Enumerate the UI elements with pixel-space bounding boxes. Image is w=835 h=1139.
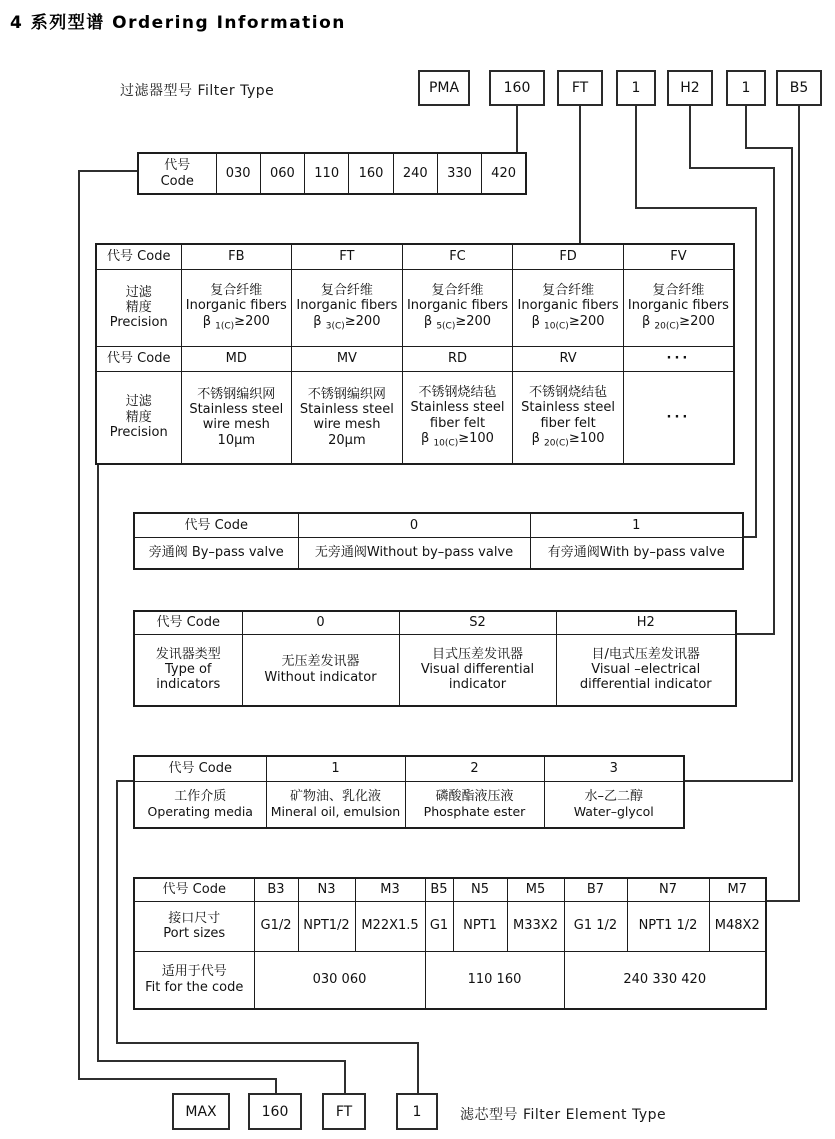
mesh-cell: ··· [623,371,734,464]
size-code: 420 [482,153,526,194]
model-code-port: B5 [789,80,809,96]
model-code-box-media [726,70,766,106]
bypass-code: 0 [298,513,530,537]
port-code: N7 [627,878,709,901]
port-code: M5 [507,878,564,901]
port-fit: 240 330 420 [564,951,766,1009]
fiber-code: FV [623,244,734,269]
connector-line [689,167,775,169]
indicator-row-label: 发讯器类型 Type of indicators [134,634,242,706]
precision-row-label: 过滤 精度 Precision [96,269,181,346]
connector-line [745,147,793,149]
indicator-code: H2 [556,611,736,634]
indicator-cell: 目/电式压差发讯器 Visual –electrical differential indicator [556,634,736,706]
element-code-box-series [172,1093,230,1130]
port-size: M33X2 [507,901,564,951]
model-code-series: PMA [428,80,460,96]
port-code-label: 代号 Code [134,878,254,901]
fiber-code: FD [513,244,624,269]
element-type-label: 滤芯型号 Filter Element Type [460,1107,667,1123]
port-code: N5 [453,878,507,901]
size-table-label: 代号 Code [138,153,216,194]
element-code-box-media [396,1093,438,1130]
connector-line [683,780,793,782]
media-table [133,755,685,829]
mesh-code: MV [292,346,403,371]
connector-line [755,207,757,538]
model-code-box-precision [557,70,603,106]
connector-line [689,106,691,169]
bypass-row-label: 旁通阀 By–pass valve [134,537,298,569]
size-code: 240 [393,153,437,194]
model-code-box-indicator [667,70,713,106]
port-code: B5 [425,878,453,901]
indicator-code: 0 [242,611,399,634]
mesh-code: ··· [623,346,734,371]
media-code: 1 [266,756,405,781]
connector-line [97,463,99,1062]
fiber-code: FT [292,244,403,269]
model-code-box-bypass [616,70,656,106]
model-code-box-series [418,70,470,106]
connector-line [765,900,800,902]
media-code-label: 代号 Code [134,756,266,781]
port-fit: 030 060 [254,951,425,1009]
port-size: NPT1 [453,901,507,951]
connector-line [745,106,747,149]
bypass-option: 有旁通阀With by–pass valve [530,537,743,569]
connector-line [735,633,775,635]
model-code-size: 160 [503,80,531,96]
port-fit-label: 适用于代号 Fit for the code [134,951,254,1009]
port-code: N3 [298,878,355,901]
fiber-cell: 复合纤维 Inorganic fibers β $_{10(C)}$≥200 [513,269,624,346]
model-code-box-port [776,70,822,106]
port-code: B7 [564,878,627,901]
connector-line [635,106,637,209]
connector-line [417,1042,419,1093]
indicator-table [133,610,737,707]
port-size: NPT1 1/2 [627,901,709,951]
size-code: 330 [437,153,481,194]
model-code-box-size [489,70,545,106]
connector-line [742,536,757,538]
port-size: G1/2 [254,901,298,951]
port-code: B3 [254,878,298,901]
media-row-label: 工作介质 Operating media [134,781,266,828]
connector-line [116,780,118,1044]
fiber-cell: 复合纤维 Inorganic fibers β $_{20(C)}$≥200 [623,269,734,346]
model-code-media: 1 [741,80,751,96]
element-code-box-size [248,1093,302,1130]
connector-line [579,106,581,243]
size-code: 030 [216,153,260,194]
connector-line [78,170,80,1080]
port-size: M48X2 [709,901,766,951]
bypass-table [133,512,744,570]
mesh-cell: 不锈钢烧结毡 Stainless steel fiber felt β $_{20(C)}$≥100 [513,371,624,464]
model-code-bypass: 1 [631,80,641,96]
mesh-cell: 不锈钢烧结毡 Stainless steel fiber felt β $_{10(C)}$≥100 [402,371,513,464]
mesh-cell: 不锈钢编织网 Stainless steel wire mesh 10μm [181,371,292,464]
connector-line [116,1042,419,1044]
element-code-media: 1 [412,1103,422,1120]
port-fit: 110 160 [425,951,564,1009]
connector-line [791,147,793,782]
indicator-cell: 目式压差发讯器 Visual differential indicator [399,634,556,706]
media-cell: 水–乙二醇 Water–glycol [544,781,684,828]
fiber-code: FB [181,244,292,269]
port-size: G1 1/2 [564,901,627,951]
precision-row-label: 过滤 精度 Precision [96,371,181,464]
bypass-code-label: 代号 Code [134,513,298,537]
filter-type-label: 过滤器型号 Filter Type [120,83,275,99]
element-code-precision: FT [335,1103,353,1120]
precision-table [95,243,735,465]
indicator-code: S2 [399,611,556,634]
page-title: 4 系列型谱 Ordering Information [10,13,346,33]
size-code: 160 [349,153,393,194]
connector-line [97,1060,346,1062]
port-size: G1 [425,901,453,951]
port-code: M3 [355,878,425,901]
connector-line [344,1060,346,1093]
bypass-option: 无旁通阀Without by–pass valve [298,537,530,569]
element-code-series: MAX [185,1103,217,1120]
port-size-label: 接口尺寸 Port sizes [134,901,254,951]
size-code: 110 [305,153,349,194]
connector-line [78,1078,277,1080]
connector-line [516,106,518,152]
connector-line [635,207,757,209]
media-cell: 磷酸酯液压液 Phosphate ester [405,781,544,828]
connector-line [275,1078,277,1093]
port-size: M22X1.5 [355,901,425,951]
indicator-cell: 无压差发讯器 Without indicator [242,634,399,706]
media-code: 2 [405,756,544,781]
model-code-precision: FT [571,80,589,96]
connector-line [78,170,137,172]
fiber-code: FC [402,244,513,269]
fiber-cell: 复合纤维 Inorganic fibers β $_{3(C)}$≥200 [292,269,403,346]
precision-code-label: 代号 Code [96,244,181,269]
fiber-cell: 复合纤维 Inorganic fibers β $_{1(C)}$≥200 [181,269,292,346]
media-cell: 矿物油、乳化液 Mineral oil, emulsion [266,781,405,828]
precision-code-label: 代号 Code [96,346,181,371]
media-code: 3 [544,756,684,781]
element-code-box-precision [322,1093,366,1130]
port-code: M7 [709,878,766,901]
connector-line [798,106,800,902]
mesh-code: MD [181,346,292,371]
port-size: NPT1/2 [298,901,355,951]
indicator-code-label: 代号 Code [134,611,242,634]
port-table [133,877,767,1010]
mesh-code: RD [402,346,513,371]
model-code-indicator: H2 [680,80,700,96]
bypass-code: 1 [530,513,743,537]
mesh-code: RV [513,346,624,371]
mesh-cell: 不锈钢编织网 Stainless steel wire mesh 20μm [292,371,403,464]
size-table [137,152,527,195]
connector-line [773,167,775,635]
size-code: 060 [260,153,304,194]
fiber-cell: 复合纤维 Inorganic fibers β $_{5(C)}$≥200 [402,269,513,346]
element-code-size: 160 [261,1103,289,1120]
